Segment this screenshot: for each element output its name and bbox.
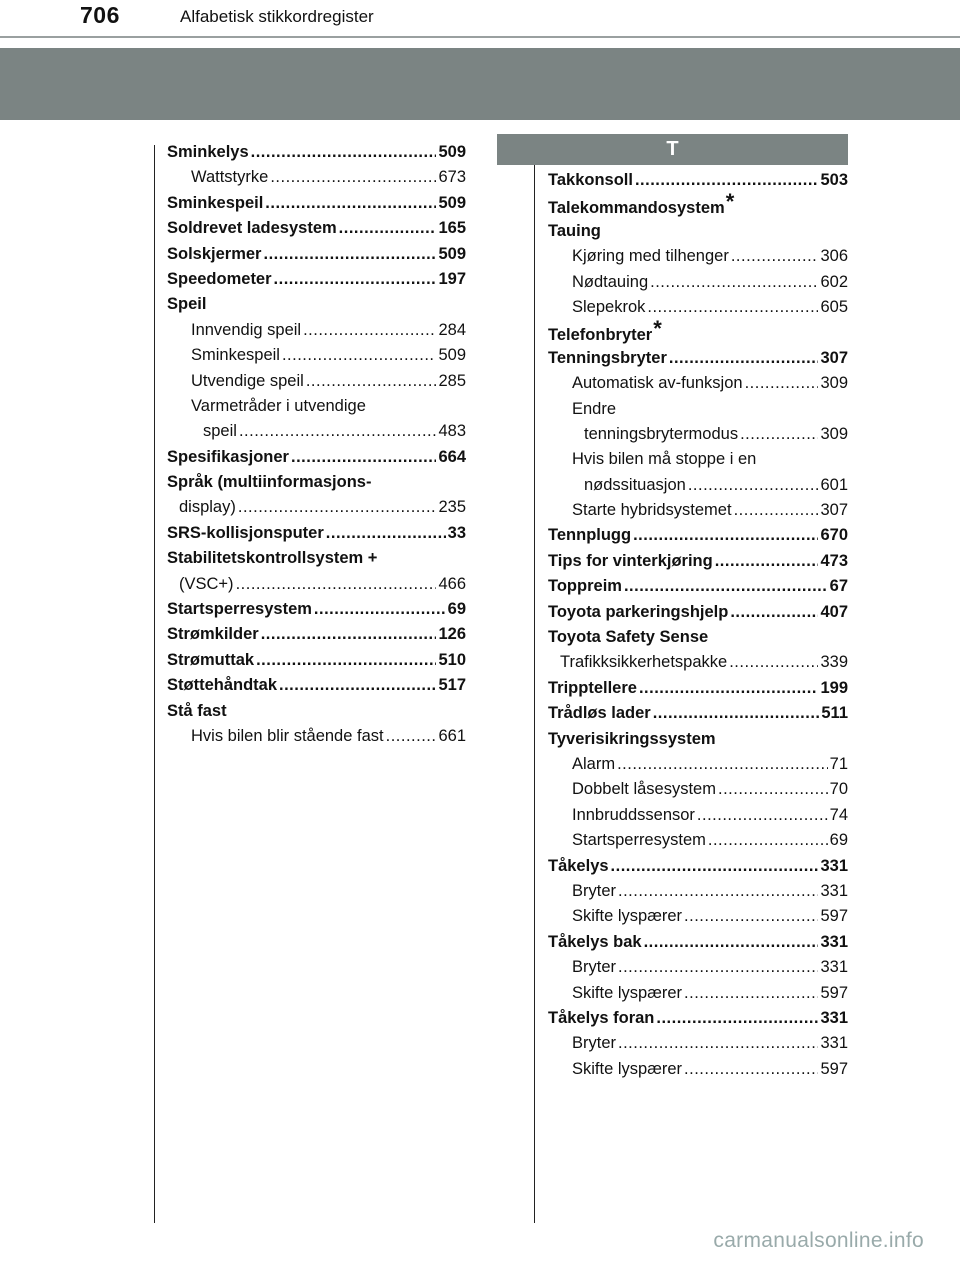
- leader-dots: [618, 1031, 818, 1056]
- index-entry: [167, 419, 466, 444]
- leader-dots: [684, 981, 818, 1006]
- index-entry-label: Tenningsbryter: [548, 348, 667, 367]
- index-entry: [548, 650, 848, 675]
- leader-dots: [618, 879, 818, 904]
- index-entry: [167, 724, 466, 749]
- leader-dots: [624, 574, 828, 599]
- index-entry: [548, 346, 848, 371]
- index-entry-label: (VSC+): [179, 574, 234, 593]
- index-entry: [548, 549, 848, 574]
- index-entry-page: 509: [438, 244, 466, 263]
- leader-dots: [306, 369, 437, 394]
- leader-dots: [239, 419, 437, 444]
- index-entry-label: Automatisk av-funksjon: [572, 374, 743, 393]
- index-entry-page: 331: [820, 856, 848, 875]
- right-column-rule: [534, 165, 535, 1223]
- index-entry: [167, 470, 466, 495]
- index-entry: [548, 777, 848, 802]
- index-entry: [167, 622, 466, 647]
- index-entry-page: 510: [438, 650, 466, 669]
- index-entry-page: 339: [820, 653, 848, 672]
- index-entry: [548, 676, 848, 701]
- index-entry: [548, 879, 848, 904]
- index-entry-page: 71: [829, 754, 848, 773]
- index-entry: [548, 219, 848, 244]
- index-entry-label: Strømkilder: [167, 625, 259, 644]
- index-entry: [167, 165, 466, 190]
- index-entry: [548, 1057, 848, 1082]
- leader-dots: [684, 904, 818, 929]
- index-entry-page: 70: [829, 780, 848, 799]
- header-divider: [0, 36, 960, 38]
- index-entry-page: 307: [820, 348, 848, 367]
- index-entry: [548, 270, 848, 295]
- index-entry: [167, 216, 466, 241]
- index-entry-page: 331: [820, 881, 848, 900]
- index-entry-page: 309: [820, 374, 848, 393]
- page-header: [0, 0, 960, 36]
- index-entry-page: 483: [438, 422, 466, 441]
- index-entry-label: Skifte lyspærer: [572, 1059, 683, 1078]
- index-entry-label: Bryter: [572, 1034, 617, 1053]
- leader-dots: [617, 752, 828, 777]
- index-entry-label: nødssituasjon: [584, 475, 686, 494]
- index-entry: [548, 316, 848, 345]
- index-entry-page: 466: [438, 574, 466, 593]
- index-entry-page: 307: [820, 501, 848, 520]
- right-index-column: [548, 168, 848, 1082]
- leader-dots: [251, 140, 437, 165]
- page-number: 706: [80, 2, 120, 28]
- index-entry-page: 605: [820, 297, 848, 316]
- index-entry-label: Tennplugg: [548, 526, 632, 545]
- index-entry: [548, 523, 848, 548]
- leader-dots: [740, 422, 818, 447]
- index-entry-label: Toyota Safety Sense: [548, 628, 709, 647]
- index-entry: [548, 574, 848, 599]
- index-entry: [167, 369, 466, 394]
- index-entry-label: Tåkelys: [548, 856, 609, 875]
- index-entry-label: Startsperresystem: [167, 600, 312, 619]
- leader-dots: [270, 165, 436, 190]
- leader-dots: [708, 828, 828, 853]
- index-entry-label: Nødtauing: [572, 272, 649, 291]
- index-entry-page: 33: [447, 523, 466, 542]
- index-entry-label: Innvendig speil: [191, 320, 302, 339]
- index-entry: [167, 673, 466, 698]
- index-entry-label: Spesifikasjoner: [167, 447, 289, 466]
- index-entry: [548, 189, 848, 218]
- index-entry: [167, 343, 466, 368]
- index-entry-label: Dobbelt låsesystem: [572, 780, 716, 799]
- asterisk-mark: *: [725, 189, 735, 215]
- leader-dots: [731, 244, 819, 269]
- index-entry-label: Sminkespeil: [167, 193, 264, 212]
- index-entry-page: 673: [438, 168, 466, 187]
- index-entry-page: 601: [820, 475, 848, 494]
- index-entry-label: Starte hybridsystemet: [572, 501, 732, 520]
- page-title: Alfabetisk stikkordregister: [180, 7, 374, 26]
- index-entry-page: 284: [438, 320, 466, 339]
- index-entry-page: 69: [447, 600, 466, 619]
- index-entry-page: 306: [820, 247, 848, 266]
- leader-dots: [611, 854, 819, 879]
- index-entry: [548, 498, 848, 523]
- index-entry-label: Toyota parkeringshjelp: [548, 602, 729, 621]
- index-entry: [167, 521, 466, 546]
- leader-dots: [236, 572, 437, 597]
- index-entry-page: 331: [820, 1034, 848, 1053]
- index-entry-label: Utvendige speil: [191, 371, 304, 390]
- index-entry: [548, 244, 848, 269]
- index-entry: [167, 648, 466, 673]
- index-entry: [548, 1031, 848, 1056]
- index-entry-label: Støttehåndtak: [167, 676, 278, 695]
- index-entry-label: Telefonbryter: [548, 326, 653, 345]
- leader-dots: [729, 650, 818, 675]
- index-entry: [548, 447, 848, 472]
- leader-dots: [650, 270, 818, 295]
- index-entry-label: Tripptellere: [548, 678, 637, 697]
- index-entry-page: 331: [820, 958, 848, 977]
- index-entry: [167, 597, 466, 622]
- leader-dots: [303, 318, 436, 343]
- index-entry-label: Strømuttak: [167, 650, 255, 669]
- index-entry-label: Varmetråder i utvendige: [191, 396, 366, 415]
- index-entry: [548, 168, 848, 193]
- index-entry-label: Wattstyrke: [191, 168, 269, 187]
- index-entry-page: 197: [438, 269, 466, 288]
- index-entry-page: 509: [438, 193, 466, 212]
- index-entry-page: 602: [820, 272, 848, 291]
- index-entry-page: 597: [820, 983, 848, 1002]
- leader-dots: [647, 295, 818, 320]
- index-entry-page: 473: [820, 551, 848, 570]
- index-entry-label: Hvis bilen blir stående fast: [191, 726, 384, 745]
- index-entry-page: 517: [438, 676, 466, 695]
- index-entry: [548, 625, 848, 650]
- leader-dots: [669, 346, 819, 371]
- leader-dots: [633, 523, 818, 548]
- leader-dots: [386, 724, 437, 749]
- index-entry-label: display): [179, 498, 236, 517]
- index-entry-label: Trådløs lader: [548, 704, 651, 723]
- index-entry-label: Talekommandosystem: [548, 199, 725, 218]
- index-entry-page: 511: [821, 704, 848, 723]
- index-entry-label: Kjøring med tilhenger: [572, 247, 729, 266]
- index-entry-label: Startsperresystem: [572, 831, 706, 850]
- section-letter-bar: T: [497, 134, 848, 165]
- index-entry-label: Hvis bilen må stoppe i en: [572, 450, 757, 469]
- index-entry: [548, 981, 848, 1006]
- index-entry-label: Sminkespeil: [191, 346, 280, 365]
- index-entry-label: Endre: [572, 399, 617, 418]
- index-entry-label: SRS-kollisjonsputer: [167, 523, 324, 542]
- index-entry-label: Tauing: [548, 221, 601, 240]
- leader-dots: [697, 803, 828, 828]
- leader-dots: [256, 648, 436, 673]
- index-entry-label: Stå fast: [167, 701, 227, 720]
- index-entry-page: 597: [820, 907, 848, 926]
- index-entry: [167, 572, 466, 597]
- index-entry-label: Innbruddssensor: [572, 805, 695, 824]
- leader-dots: [265, 191, 436, 216]
- index-entry-label: Trafikksikkerhetspakke: [560, 653, 728, 672]
- index-entry: [167, 267, 466, 292]
- leader-dots: [282, 343, 437, 368]
- index-entry-page: 309: [820, 424, 848, 443]
- index-entry: [548, 371, 848, 396]
- index-entry-label: Solskjermer: [167, 244, 262, 263]
- index-entry-page: 331: [820, 1008, 848, 1027]
- index-entry-page: 235: [438, 498, 466, 517]
- index-entry-label: Skifte lyspærer: [572, 907, 683, 926]
- index-entry-label: Språk (multiinformasjons-: [167, 473, 372, 492]
- index-entry: [548, 397, 848, 422]
- index-entry: [548, 1006, 848, 1031]
- leader-dots: [618, 955, 818, 980]
- index-entry: [548, 828, 848, 853]
- leader-dots: [718, 777, 828, 802]
- leader-dots: [279, 673, 436, 698]
- leader-dots: [684, 1057, 818, 1082]
- leader-dots: [263, 242, 436, 267]
- index-entry-page: 126: [438, 625, 466, 644]
- index-entry-page: 597: [820, 1059, 848, 1078]
- index-entry: [167, 495, 466, 520]
- index-entry-page: 285: [438, 371, 466, 390]
- index-entry-label: Soldrevet ladesystem: [167, 219, 337, 238]
- index-entry-label: Tyverisikringssystem: [548, 729, 716, 748]
- index-entry-page: 67: [829, 577, 848, 596]
- index-entry: [167, 292, 466, 317]
- index-entry-label: Bryter: [572, 958, 617, 977]
- index-entry-label: Tåkelys foran: [548, 1008, 655, 1027]
- index-entry-label: speil: [203, 422, 237, 441]
- leader-dots: [339, 216, 437, 241]
- index-entry: [548, 854, 848, 879]
- index-entry: [548, 600, 848, 625]
- index-entry-label: Sminkelys: [167, 143, 249, 161]
- index-entry-page: 509: [438, 143, 466, 161]
- index-entry-label: Speil: [167, 295, 207, 314]
- index-entry: [167, 140, 466, 165]
- index-entry-label: Bryter: [572, 881, 617, 900]
- leader-dots: [734, 498, 819, 523]
- left-index-column: [167, 140, 466, 749]
- leader-dots: [639, 676, 819, 701]
- index-entry-page: 664: [438, 447, 466, 466]
- index-entry-label: Toppreim: [548, 577, 622, 596]
- index-entry: [548, 930, 848, 955]
- index-entry: [167, 699, 466, 724]
- leader-dots: [730, 600, 818, 625]
- index-entry: [548, 295, 848, 320]
- index-entry-page: 509: [438, 346, 466, 365]
- index-entry: [548, 422, 848, 447]
- index-entry-page: 407: [820, 602, 848, 621]
- index-entry-page: 503: [820, 171, 848, 189]
- index-entry: [167, 191, 466, 216]
- index-entry-page: 331: [820, 932, 848, 951]
- index-entry-page: 670: [820, 526, 848, 545]
- index-entry: [548, 904, 848, 929]
- leader-dots: [238, 495, 437, 520]
- leader-dots: [688, 473, 819, 498]
- watermark: carmanualsonline.info: [713, 1229, 924, 1252]
- index-entry: [167, 445, 466, 470]
- index-entry-label: tenningsbrytermodus: [584, 424, 739, 443]
- leader-dots: [326, 521, 446, 546]
- index-entry-page: 661: [438, 726, 466, 745]
- index-entry-label: Slepekrok: [572, 297, 646, 316]
- leader-dots: [653, 701, 820, 726]
- leader-dots: [314, 597, 446, 622]
- leader-dots: [291, 445, 436, 470]
- index-entry-page: 165: [438, 219, 466, 238]
- index-entry-label: Speedometer: [167, 269, 272, 288]
- asterisk-mark: *: [653, 316, 662, 342]
- index-entry-page: 199: [820, 678, 848, 697]
- index-entry: [548, 473, 848, 498]
- index-entry-label: Tips for vinterkjøring: [548, 551, 713, 570]
- index-entry: [167, 394, 466, 419]
- index-entry: [167, 546, 466, 571]
- leader-dots: [715, 549, 819, 574]
- index-entry-label: Skifte lyspærer: [572, 983, 683, 1002]
- leader-dots: [644, 930, 819, 955]
- index-entry: [167, 242, 466, 267]
- index-entry: [548, 727, 848, 752]
- index-entry-label: Takkonsoll: [548, 171, 633, 189]
- leader-dots: [745, 371, 819, 396]
- index-entry: [548, 701, 848, 726]
- index-entry-label: Tåkelys bak: [548, 932, 642, 951]
- leader-dots: [274, 267, 437, 292]
- index-entry: [548, 752, 848, 777]
- index-entry-label: Alarm: [572, 754, 616, 773]
- leader-dots: [261, 622, 437, 647]
- left-column-rule: [154, 145, 155, 1223]
- index-entry-page: 74: [829, 805, 848, 824]
- leader-dots: [656, 1006, 818, 1031]
- header-band: [0, 48, 960, 120]
- index-entry: [167, 318, 466, 343]
- index-entry-label: Stabilitetskontrollsystem +: [167, 549, 378, 568]
- index-entry: [548, 955, 848, 980]
- index-entry: [548, 803, 848, 828]
- index-entry-page: 69: [829, 831, 848, 850]
